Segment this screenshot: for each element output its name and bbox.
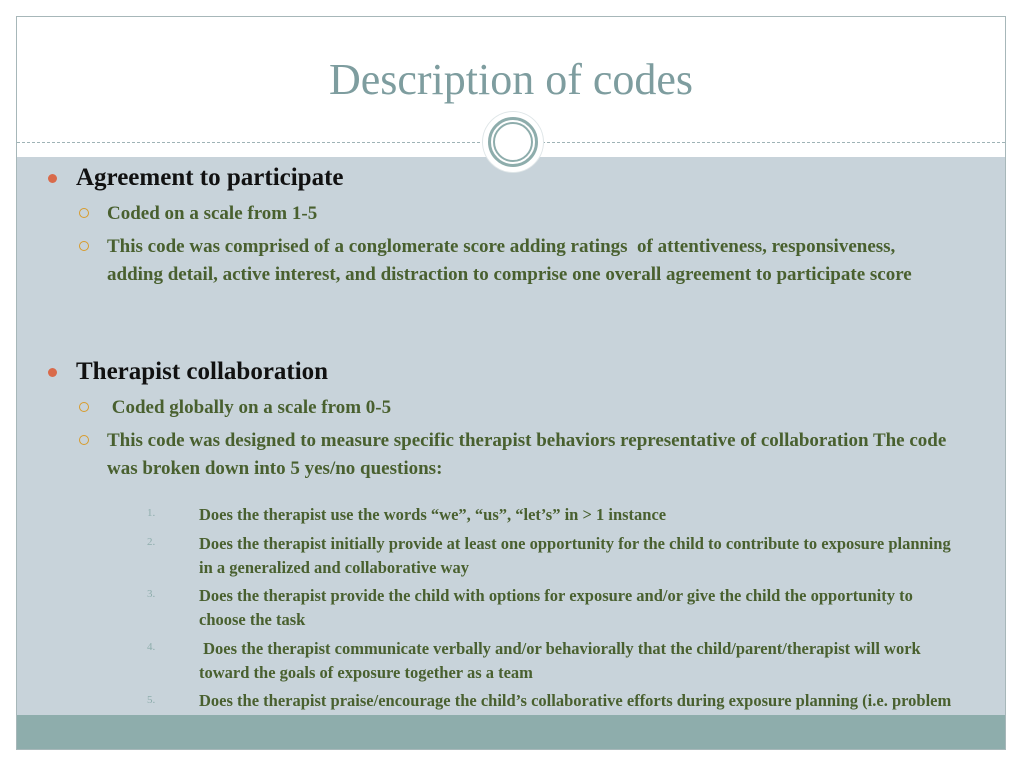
list-item: Coded globally on a scale from 0-5 bbox=[107, 397, 392, 418]
bullet-ring-icon bbox=[79, 435, 89, 445]
list-item: Coded on a scale from 1-5 bbox=[107, 203, 318, 224]
question-number: 4. bbox=[147, 641, 156, 653]
list-item: This code was designed to measure specific therapist behaviors representative of collaboration The code was broken down into 5 yes/no questions: bbox=[107, 430, 947, 479]
slide bbox=[16, 16, 1006, 750]
section-heading-collaboration: Therapist collaboration bbox=[76, 358, 329, 385]
bullet-dot-icon bbox=[48, 174, 57, 183]
question-item: Does the therapist initially provide at least one opportunity for the child to contribute to exposure planning in a generalized and collaborative way bbox=[199, 534, 951, 577]
footer-band bbox=[17, 715, 1005, 750]
question-number: 2. bbox=[147, 536, 156, 548]
question-item: Does the therapist use the words “we”, “us”, “let’s” in > 1 instance bbox=[199, 505, 667, 524]
question-item: Does the therapist praise/encourage the child’s collaborative efforts during exposure planning (i.e. problem bbox=[199, 691, 952, 710]
question-number: 5. bbox=[147, 694, 156, 706]
section-heading-agreement: Agreement to participate bbox=[76, 164, 344, 191]
question-number: 3. bbox=[147, 588, 156, 600]
question-item: Does the therapist communicate verbally and/or behaviorally that the child/parent/therapist will work toward the goals of exposure together as a team bbox=[199, 639, 921, 682]
bullet-ring-icon bbox=[79, 402, 89, 412]
ornament-ring-inner bbox=[493, 122, 533, 162]
bullet-ring-icon bbox=[79, 241, 89, 251]
list-item: This code was comprised of a conglomerate score adding ratings of attentiveness, responsiveness, adding detail, active interest, and distraction to comprise one overall agreement to participate score bbox=[107, 236, 912, 285]
bullet-dot-icon bbox=[48, 368, 57, 377]
question-item: Does the therapist provide the child with options for exposure and/or give the child the opportunity to choose the task bbox=[199, 586, 913, 629]
content-area bbox=[17, 157, 1005, 715]
bullet-ring-icon bbox=[79, 208, 89, 218]
question-number: 1. bbox=[147, 507, 156, 519]
slide-title: Description of codes bbox=[328, 55, 694, 104]
